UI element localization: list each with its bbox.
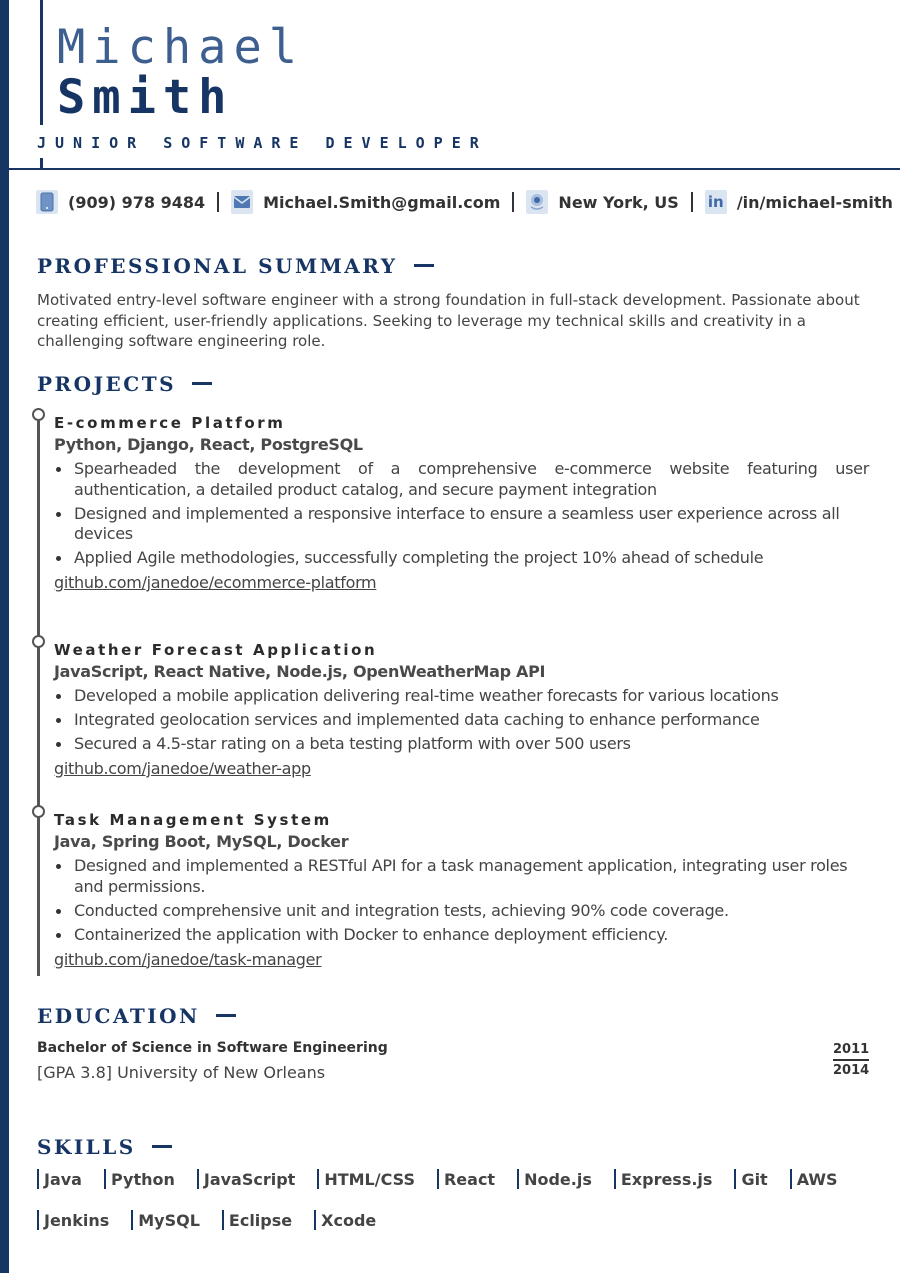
email-text: Michael.Smith@gmail.com xyxy=(263,192,501,212)
linkedin-icon: in xyxy=(705,190,727,214)
skill-label: Python xyxy=(110,1169,175,1189)
heading-dash xyxy=(216,1014,236,1017)
skill-label: HTML/CSS xyxy=(324,1169,415,1189)
envelope-icon xyxy=(231,190,253,214)
skill-item xyxy=(37,1168,82,1190)
project-bullet: Spearheaded the development of a comprehensive e-commerce website featuring user authentication, a detailed product catalog, and secure payment integration xyxy=(54,459,869,500)
contact-separator xyxy=(512,192,514,212)
phone-icon xyxy=(36,190,58,214)
education-end-year: 2014 xyxy=(833,1063,870,1078)
heading-dash xyxy=(192,382,212,385)
skill-item xyxy=(517,1168,592,1190)
project-bullet: Conducted comprehensive unit and integration tests, achieving 90% code coverage. xyxy=(54,901,869,922)
skill-item xyxy=(317,1168,415,1190)
skill-item xyxy=(614,1168,713,1190)
timeline-node xyxy=(32,635,45,648)
skills-heading-text: SKILLS xyxy=(37,1135,136,1159)
project-bullet: Designed and implemented a RESTful API for a task management application, integrating user roles and permissions. xyxy=(54,856,869,897)
skill-item xyxy=(222,1209,292,1231)
project-entry xyxy=(54,640,869,780)
left-accent-bar xyxy=(0,0,9,1273)
skill-bar xyxy=(790,1169,792,1189)
contact-separator xyxy=(691,192,693,212)
projects-timeline xyxy=(37,413,40,976)
contact-location xyxy=(526,190,678,214)
location-pin-icon xyxy=(526,190,548,214)
skill-item xyxy=(197,1168,295,1190)
project-bullet: Applied Agile methodologies, successfully completing the project 10% ahead of schedule xyxy=(54,548,869,569)
skill-label: Node.js xyxy=(524,1169,592,1189)
section-heading-projects xyxy=(37,372,212,396)
skill-bar xyxy=(317,1169,319,1189)
contact-bar xyxy=(36,190,893,214)
skill-bar xyxy=(104,1169,106,1189)
project-bullets xyxy=(54,686,869,755)
project-title: E-commerce Platform xyxy=(54,414,286,432)
first-name: Michael xyxy=(57,20,305,75)
skill-label: React xyxy=(443,1169,496,1189)
heading-dash xyxy=(152,1145,172,1148)
skill-label: JavaScript xyxy=(203,1169,296,1189)
skill-label: Express.js xyxy=(620,1169,713,1189)
skill-label: Java xyxy=(44,1169,82,1189)
phone-text: (909) 978 9484 xyxy=(68,192,206,212)
contact-linkedin[interactable] xyxy=(705,190,893,214)
skill-bar xyxy=(37,1169,39,1189)
project-link[interactable]: github.com/janedoe/weather-app xyxy=(54,759,311,778)
project-tech: Java, Spring Boot, MySQL, Docker xyxy=(54,832,349,851)
skill-item xyxy=(734,1168,767,1190)
header-horizontal-rule xyxy=(9,168,900,170)
project-link[interactable]: github.com/janedoe/ecommerce-platform xyxy=(54,573,377,592)
location-text: New York, US xyxy=(558,192,679,212)
skill-label: AWS xyxy=(796,1169,838,1189)
project-bullets xyxy=(54,459,869,569)
education-school: [GPA 3.8] University of New Orleans xyxy=(37,1063,326,1082)
section-heading-skills xyxy=(37,1135,172,1159)
project-bullet: Containerized the application with Docker to enhance deployment efficiency. xyxy=(54,925,869,946)
skill-bar xyxy=(131,1210,133,1230)
skill-label: Git xyxy=(741,1169,768,1189)
skill-item xyxy=(37,1209,109,1231)
linkedin-text: /in/michael-smith xyxy=(736,192,893,212)
contact-email[interactable] xyxy=(231,190,500,214)
education-degree: Bachelor of Science in Software Engineering xyxy=(37,1040,388,1056)
skill-bar xyxy=(197,1169,199,1189)
project-bullets xyxy=(54,856,869,945)
contact-separator xyxy=(217,192,219,212)
project-title: Weather Forecast Application xyxy=(54,641,378,659)
project-bullet: Integrated geolocation services and implemented data caching to enhance performance xyxy=(54,710,869,731)
skill-item xyxy=(104,1168,175,1190)
project-tech: JavaScript, React Native, Node.js, OpenWeatherMap API xyxy=(54,662,546,681)
job-title: JUNIOR SOFTWARE DEVELOPER xyxy=(37,134,488,152)
project-bullet: Designed and implemented a responsive interface to ensure a seamless user experience across all devices xyxy=(54,504,869,545)
skill-label: MySQL xyxy=(138,1210,200,1230)
skill-bar xyxy=(222,1210,224,1230)
timeline-node xyxy=(32,408,45,421)
skill-item xyxy=(437,1168,495,1190)
last-name: Smith xyxy=(57,70,234,125)
skill-label: Jenkins xyxy=(44,1210,110,1230)
skill-bar xyxy=(37,1210,39,1230)
project-bullet: Developed a mobile application delivering real-time weather forecasts for various locations xyxy=(54,686,869,707)
skill-bar xyxy=(314,1210,316,1230)
education-start-year: 2011 xyxy=(833,1042,869,1061)
summary-heading-text: PROFESSIONAL SUMMARY xyxy=(37,254,398,278)
contact-phone[interactable] xyxy=(36,190,205,214)
education-heading-text: EDUCATION xyxy=(37,1004,200,1028)
project-entry xyxy=(54,413,869,594)
skill-bar xyxy=(437,1169,439,1189)
skill-item xyxy=(131,1209,200,1231)
skill-label: Xcode xyxy=(321,1210,377,1230)
project-bullet: Secured a 4.5-star rating on a beta testing platform with over 500 users xyxy=(54,734,869,755)
education-years xyxy=(833,1042,869,1078)
heading-dash xyxy=(414,264,434,267)
project-tech: Python, Django, React, PostgreSQL xyxy=(54,435,363,454)
project-link[interactable]: github.com/janedoe/task-manager xyxy=(54,949,322,969)
skill-item xyxy=(790,1168,838,1190)
skill-bar xyxy=(734,1169,736,1189)
header-vertical-rule xyxy=(40,0,43,125)
skill-item xyxy=(314,1209,376,1231)
skill-label: Eclipse xyxy=(228,1210,293,1230)
section-heading-education xyxy=(37,1004,236,1028)
project-entry xyxy=(54,810,869,971)
timeline-node xyxy=(32,805,45,818)
project-title: Task Management System xyxy=(54,811,332,829)
skill-bar xyxy=(517,1169,519,1189)
summary-text: Motivated entry-level software engineer with a strong foundation in full-stack development. Passionate about creating efficient, user-friendly applications. Seeking to leverage my technical skills and creativity in a challenging software engineering role. xyxy=(37,291,860,350)
skill-bar xyxy=(614,1169,616,1189)
skills-list xyxy=(37,1168,877,1231)
section-heading-summary xyxy=(37,254,434,278)
projects-heading-text: PROJECTS xyxy=(37,372,177,396)
